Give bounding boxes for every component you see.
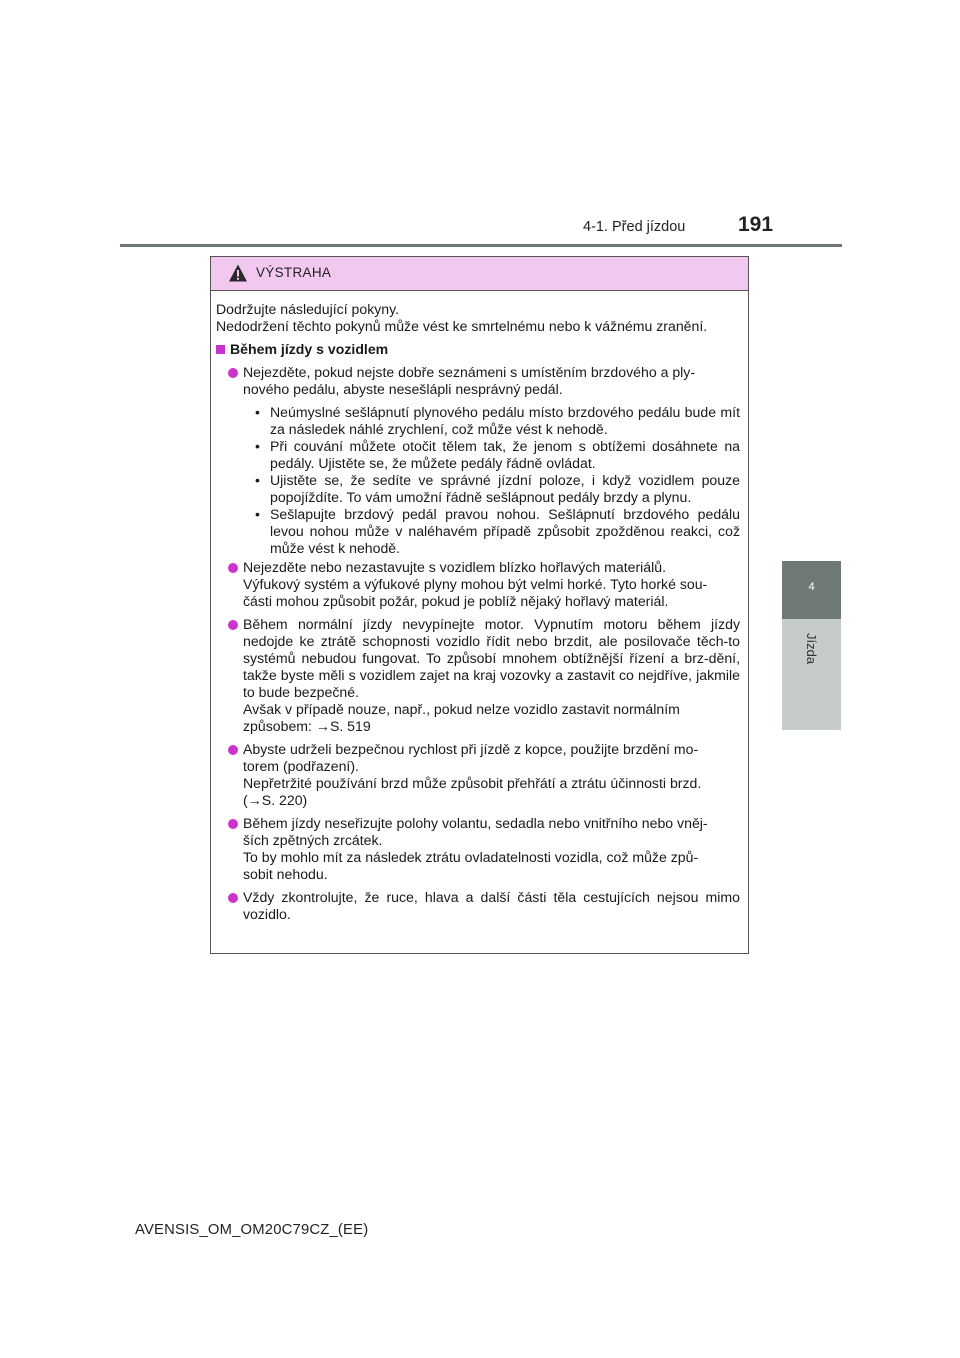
bullet-text: Během jízdy neseřizujte polohy volantu, sedadla nebo vnitřního nebo vněj- bbox=[243, 815, 708, 831]
list-item bbox=[216, 815, 740, 883]
bullet-text: nového pedálu, abyste nesešlápli nesprávný pedál. bbox=[243, 381, 563, 397]
bullet-text: Nejezděte nebo nezastavujte s vozidlem blízko hořlavých materiálů. bbox=[243, 559, 667, 575]
bullet-text: Abyste udrželi bezpečnou rychlost při jízdě z kopce, použijte brzdění mo- bbox=[243, 741, 699, 757]
warning-body bbox=[216, 301, 740, 923]
warning-triangle-icon bbox=[228, 263, 248, 283]
sub-item-text: Při couvání můžete otočit tělem tak, že jenom s obtížemi dosáhnete na pedály. Ujistěte se, že můžete pedály řádně ovládat. bbox=[270, 438, 740, 471]
round-bullet-icon bbox=[228, 563, 238, 573]
header-divider bbox=[120, 244, 842, 247]
sub-item-text: Ujistěte se, že sedíte ve správné jízdní poloze, i když vozidlem pouze popojíždíte. To vám umožní řádně sešlápnout pedály brzdy a plynu. bbox=[270, 472, 740, 505]
bullet-text: To by mohlo mít za následek ztrátu ovladatelnosti vozidla, což může způ- bbox=[243, 849, 699, 865]
bullet-text: Nepřetržité používání brzd může způsobit přehřátí a ztrátu účinnosti brzd. bbox=[243, 775, 702, 791]
bullet-text: části mohou způsobit požár, pokud je poblíž nějaký hořlavý materiál. bbox=[243, 593, 669, 609]
sub-list-item: • Sešlapujte brzdový pedál pravou nohou. Sešlápnutí brzdového pedálu levou nohou může v naléhavém případě způsobit zpožděnou reakci, což může vést k nehodě. bbox=[255, 506, 740, 556]
list-item bbox=[216, 889, 740, 923]
list-item bbox=[216, 616, 740, 735]
list-item bbox=[216, 364, 740, 557]
round-bullet-icon bbox=[228, 819, 238, 829]
document-code: AVENSIS_OM_OM20C79CZ_(EE) bbox=[135, 1222, 369, 1238]
list-item bbox=[216, 559, 740, 610]
sub-item-text: Neúmyslné sešlápnutí plynového pedálu místo brzdového pedálu bude mít za následek náhlé zrychlení, což může vést k nehodě. bbox=[270, 404, 740, 437]
section-heading bbox=[216, 341, 740, 358]
list-item bbox=[216, 741, 740, 809]
chapter-number: 4 bbox=[808, 581, 815, 593]
sub-list-item: • Neúmyslné sešlápnutí plynového pedálu místo brzdového pedálu bude mít za následek náhlé zrychlení, což může vést k nehodě. bbox=[255, 404, 740, 437]
round-bullet-icon bbox=[228, 620, 238, 630]
bullet-text: torem (podřazení). bbox=[243, 758, 359, 774]
bullet-text: sobit nehodu. bbox=[243, 866, 328, 882]
round-bullet-icon bbox=[228, 745, 238, 755]
section-title: 4-1. Před jízdou bbox=[583, 219, 686, 235]
sub-item-text: Sešlapujte brzdový pedál pravou nohou. Sešlápnutí brzdového pedálu levou nohou může v naléhavém případě způsobit zpožděnou reakci, což může vést k nehodě. bbox=[270, 506, 740, 556]
bullet-text: Nejezděte, pokud nejste dobře seznámeni s umístěním brzdového a ply- bbox=[243, 364, 696, 380]
warning-title: VÝSTRAHA bbox=[256, 265, 332, 280]
sub-list-item: • Ujistěte se, že sedíte ve správné jízdní poloze, i když vozidlem pouze popojíždíte. To vám umožní řádně sešlápnout pedály brzdy a plynu. bbox=[255, 472, 740, 505]
warning-header bbox=[211, 257, 748, 291]
bullet-text: Během normální jízdy nevypínejte motor. Vypnutím motoru během jízdy nedojde ke ztrátě schopnosti vozidlo řídit nebo brzdit, ale posilovače těch-to systémů nebudou fungovat. To způsobí mnohem obtížnější řízení a brz-dění, takže byste měli s vozidlem zajet na kraj vozovky a zastavit co nejdříve, jakmile to bude bezpečné. bbox=[243, 616, 740, 700]
intro-line-1: Dodržujte následující pokyny. bbox=[216, 301, 400, 317]
page-number: 191 bbox=[738, 213, 774, 236]
chapter-label-tab bbox=[782, 619, 841, 730]
warning-box bbox=[210, 256, 749, 954]
round-bullet-icon bbox=[228, 368, 238, 378]
bullet-text: Avšak v případě nouze, např., pokud nelze vozidlo zastavit normálním bbox=[243, 701, 680, 717]
sub-list-item: • Při couvání můžete otočit tělem tak, že jenom s obtížemi dosáhnete na pedály. Ujistěte se, že můžete pedály řádně ovládat. bbox=[255, 438, 740, 471]
bullet-text: způsobem: →S. 519 bbox=[243, 718, 371, 734]
bullet-text: Vždy zkontrolujte, že ruce, hlava a další části těla cestujících nejsou mimo vozidlo. bbox=[243, 889, 740, 922]
section-heading-text: Během jízdy s vozidlem bbox=[230, 341, 389, 357]
square-bullet-icon bbox=[216, 345, 225, 354]
bullet-text: (→S. 220) bbox=[243, 792, 308, 808]
bullet-text: Výfukový systém a výfukové plyny mohou být velmi horké. Tyto horké sou- bbox=[243, 576, 708, 592]
intro-line-2: Nedodržení těchto pokynů může vést ke smrtelnému nebo k vážnému zranění. bbox=[216, 318, 708, 334]
bullet-text: ších zpětných zrcátek. bbox=[243, 832, 383, 848]
chapter-tab bbox=[782, 561, 841, 619]
chapter-label: Jízda bbox=[804, 633, 819, 665]
round-bullet-icon bbox=[228, 893, 238, 903]
